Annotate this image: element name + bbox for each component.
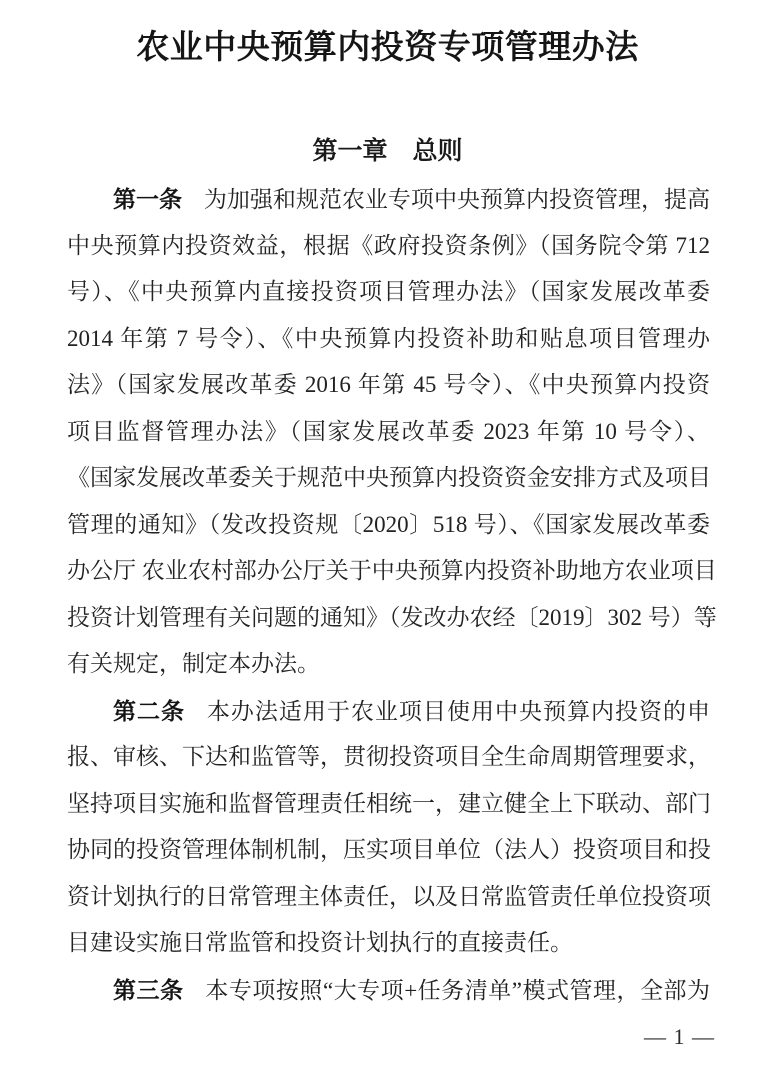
line-text: 项目监督管理办法》（国家发展改革委 2023 年第 10 号令）、 <box>67 418 711 444</box>
body-line <box>67 455 710 502</box>
body-line <box>67 688 710 735</box>
line-text: 协同的投资管理体制机制，压实项目单位（法人）投资项目和投 <box>67 837 711 862</box>
body-line <box>67 781 710 828</box>
body-line <box>67 827 710 874</box>
line-text: 坚持项目实施和监督管理责任相统一，建立健全上下联动、部门 <box>67 790 711 816</box>
body-line <box>67 874 710 921</box>
body-line <box>67 734 710 781</box>
body-line <box>67 967 710 1014</box>
body-line <box>67 362 710 409</box>
line-text: 为加强和规范农业专项中央预算内投资管理，提高 <box>203 187 711 212</box>
body-line <box>67 920 710 967</box>
article-number: 第二条 <box>113 697 186 724</box>
body-line <box>67 269 710 316</box>
body-line <box>67 641 710 688</box>
document-title: 农业中央预算内投资专项管理办法 <box>136 30 639 66</box>
body-line <box>67 409 710 456</box>
line-text: 《国家发展改革委关于规范中央预算内投资资金安排方式及项目 <box>67 465 711 490</box>
line-text: 本办法适用于农业项目使用中央预算内投资的申 <box>206 698 711 724</box>
line-text: 本专项按照“大专项+任务清单”模式管理，全部为 <box>205 977 711 1003</box>
chapter-heading: 第一章 总则 <box>312 137 463 165</box>
line-text: 目建设实施日常监管和投资计划执行的直接责任。 <box>67 930 573 955</box>
article-number: 第三条 <box>113 976 184 1003</box>
article-number: 第一条 <box>113 186 183 212</box>
line-text: 资计划执行的日常管理主体责任，以及日常监管责任单位投资项 <box>67 883 711 909</box>
line-text: 管理的通知》（发改投资规〔2020〕518 号）、《国家发展改革委 <box>67 511 710 537</box>
line-text: 2014 年第 7 号令）、《中央预算内投资补助和贴息项目管理办 <box>67 325 710 351</box>
body-line <box>67 223 710 270</box>
body-line <box>67 176 710 223</box>
line-text: 办公厅 农业农村部办公厅关于中央预算内投资补助地方农业项目 <box>67 558 717 583</box>
line-text: 有关规定，制定本办法。 <box>67 651 320 676</box>
line-text: 报、审核、下达和监管等，贯彻投资项目全生命周期管理要求， <box>67 744 711 769</box>
line-text: 中央预算内投资效益，根据《政府投资条例》（国务院令第 712 <box>67 232 710 258</box>
line-text: 法》（国家发展改革委 2016 年第 45 号令）、《中央预算内投资 <box>67 372 710 397</box>
line-text: 号）、《中央预算内直接投资项目管理办法》（国家发展改革委 <box>67 279 710 304</box>
body-line <box>67 316 710 363</box>
body-line <box>67 595 717 642</box>
document-body <box>67 176 717 1013</box>
body-line <box>67 548 717 595</box>
body-line <box>67 502 710 549</box>
line-text: 投资计划管理有关问题的通知》（发改办农经〔2019〕302 号）等 <box>67 604 717 630</box>
page-number: — 1 — <box>644 1024 715 1049</box>
